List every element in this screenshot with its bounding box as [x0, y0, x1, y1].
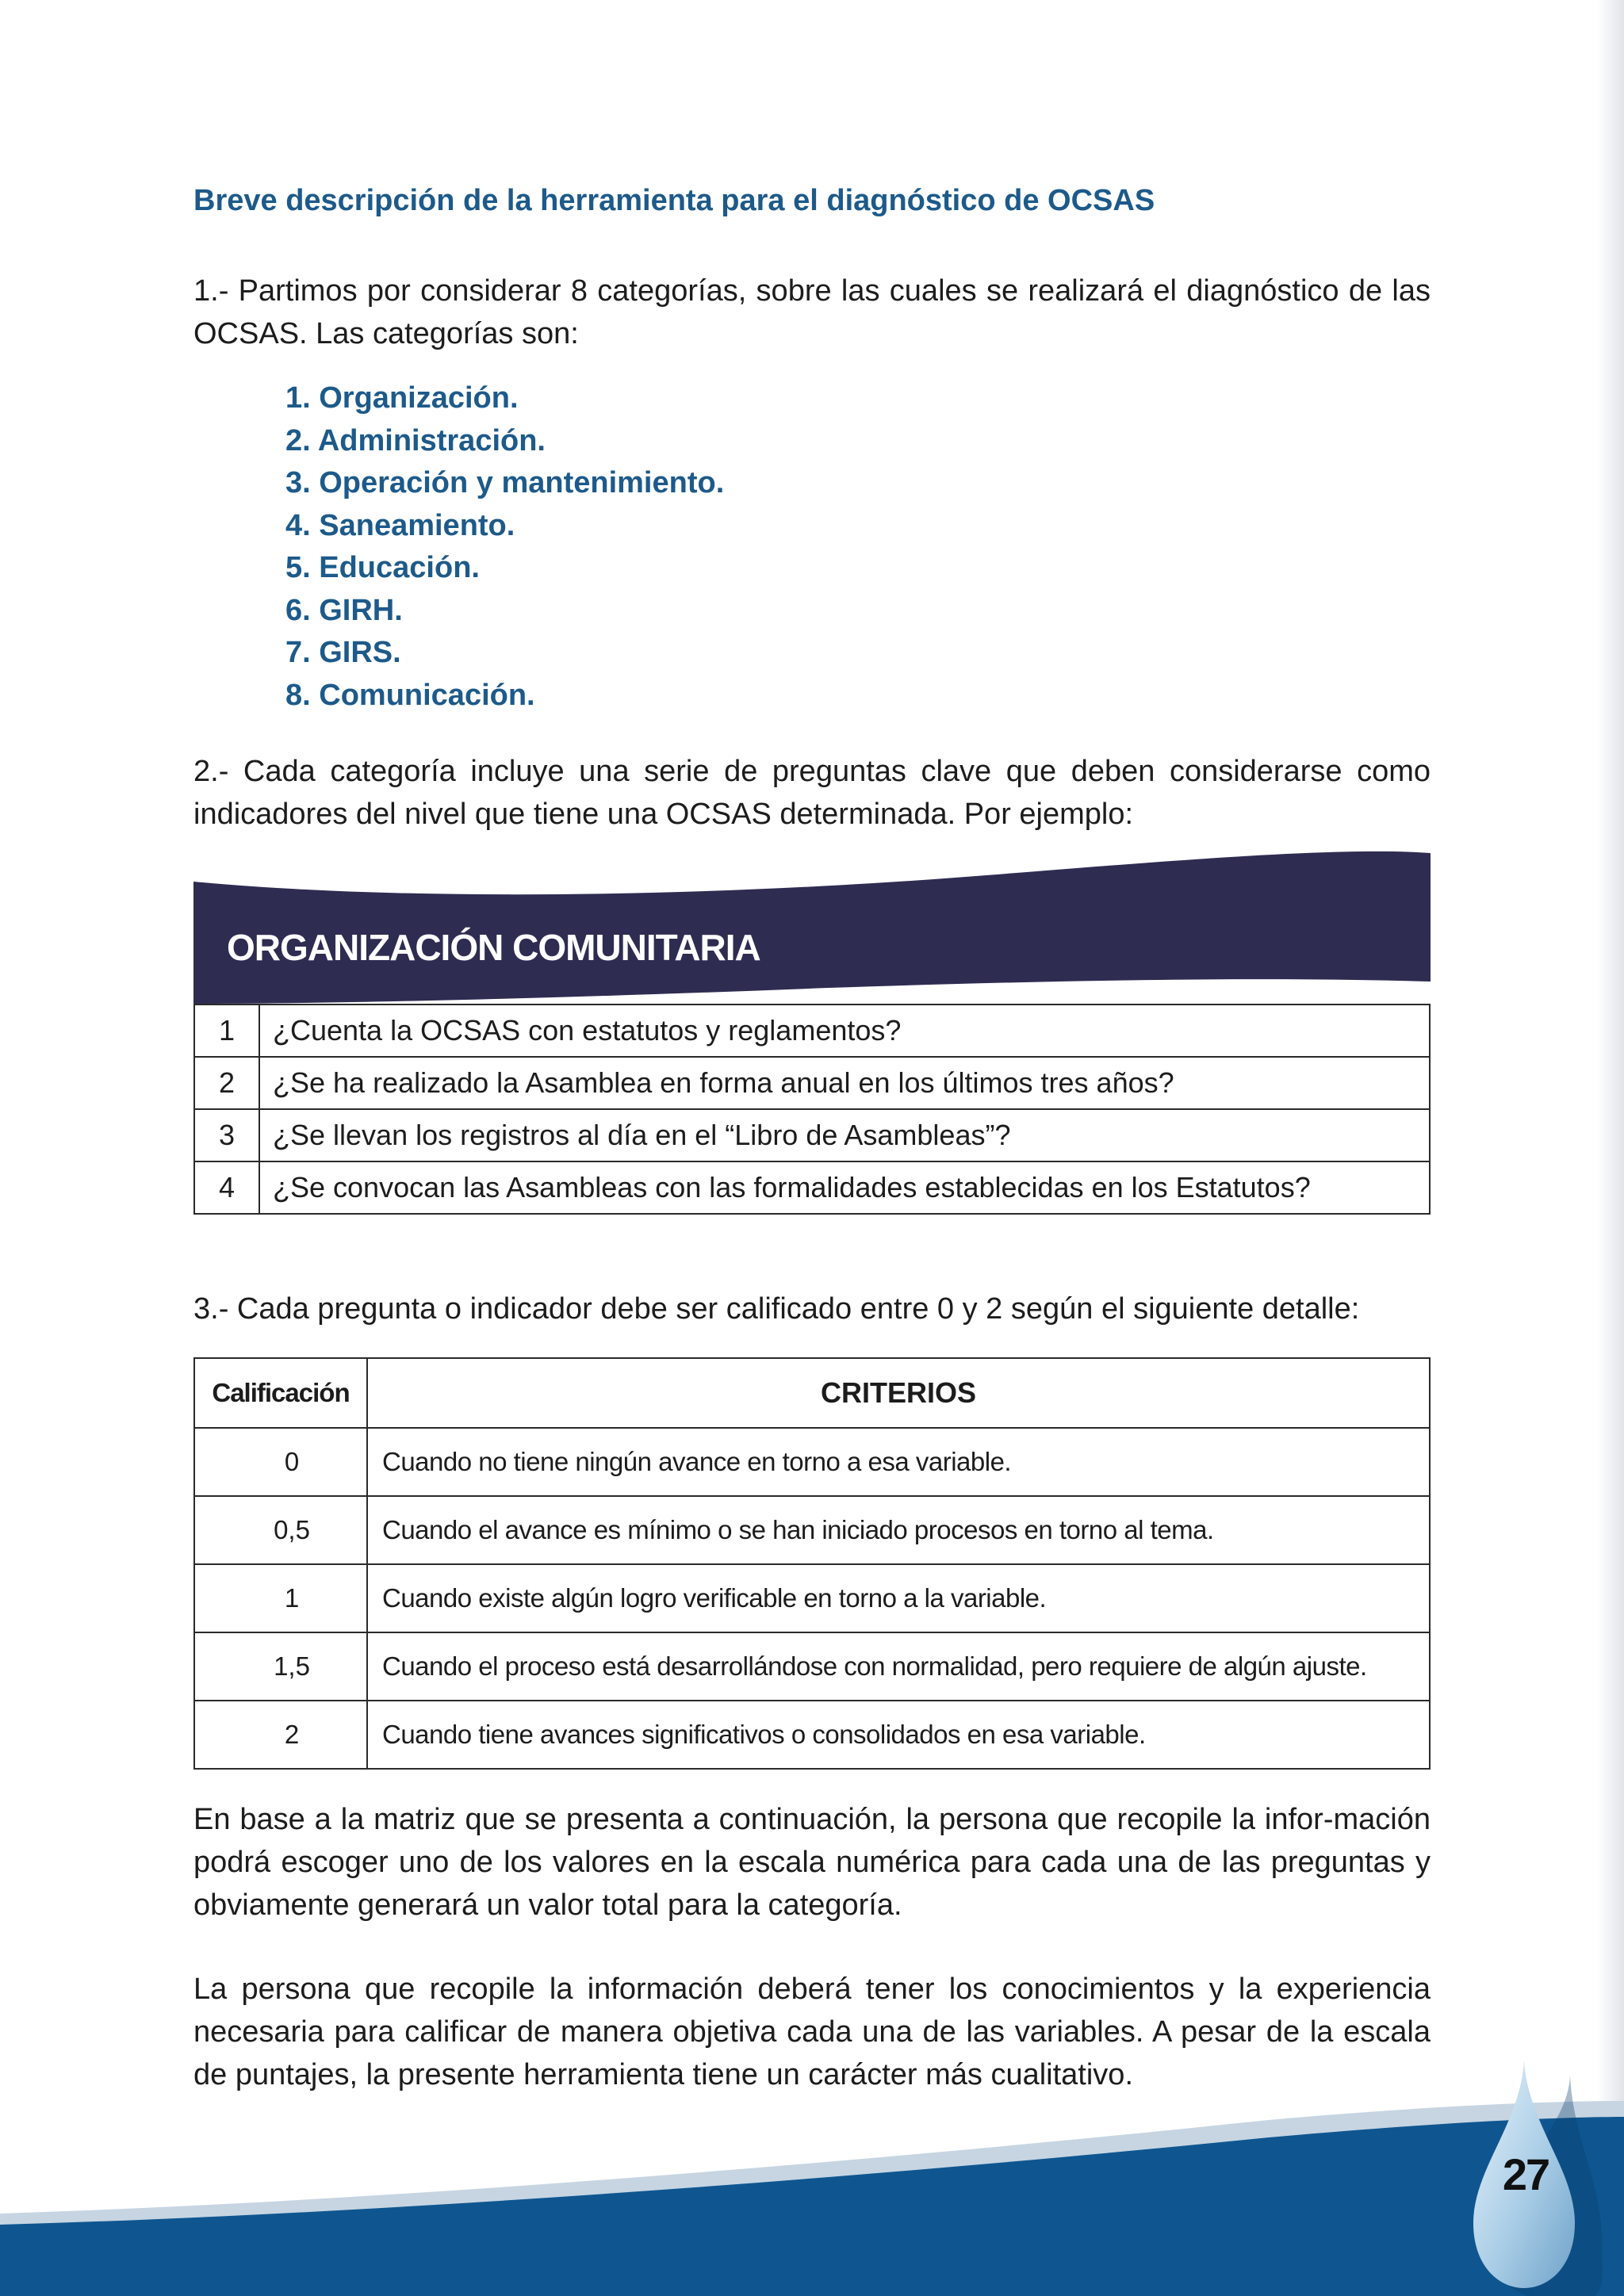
question-text: ¿Se convocan las Asambleas con las formalidades establecidas en los Estatutos? [259, 1161, 1430, 1214]
table-row [194, 1004, 1430, 1057]
table-row [194, 1564, 1430, 1632]
criteria-text: Cuando existe algún logro verificable en torno a la variable. [367, 1564, 1430, 1632]
category-item: 2. Administración. [285, 423, 546, 457]
criteria-table [193, 1357, 1431, 1770]
banner-title: ORGANIZACIÓN COMUNITARIA [227, 927, 760, 968]
category-item: 4. Saneamiento. [285, 508, 515, 542]
paragraph-evaluator-note: La persona que recopile la información deberá tener los conocimientos y la experiencia necesaria para calificar de manera objetiva cada una de las variables. A pesar de la escala de puntajes, la presente herramienta tiene un carácter más cualitativo. [193, 1973, 1431, 2091]
table-row [194, 1161, 1430, 1214]
category-item: 7. GIRS. [285, 636, 401, 669]
table-row [194, 1057, 1430, 1109]
table-header-row [194, 1358, 1430, 1428]
score-value: 1,5 [194, 1632, 367, 1701]
table-row [194, 1428, 1430, 1496]
question-number: 4 [194, 1161, 259, 1214]
section-heading: Breve descripción de la herramienta para el diagnóstico de OCSAS [193, 184, 1155, 217]
category-item: 5. Educación. [285, 551, 480, 584]
criteria-text: Cuando el avance es mínimo o se han iniciado procesos en torno al tema. [367, 1496, 1430, 1564]
paragraph-matrix-explanation: En base a la matriz que se presenta a continuación, la persona que recopile la infor-mación podrá escoger uno de los valores en la escala numérica para cada una de las preguntas y obviamente generará un valor total para la categoría. [193, 1803, 1431, 1922]
question-number: 3 [194, 1109, 259, 1161]
column-header-criteria: CRITERIOS [367, 1358, 1430, 1428]
table-row [194, 1701, 1430, 1769]
question-text: ¿Cuenta la OCSAS con estatutos y reglamentos? [259, 1004, 1430, 1057]
category-item: 3. Operación y mantenimiento. [285, 466, 725, 499]
question-number: 2 [194, 1057, 259, 1109]
footer-wave-shape [0, 2058, 1624, 2296]
questions-table [193, 1004, 1431, 1215]
page-number: 27 [1502, 2149, 1549, 2199]
score-value: 2 [194, 1701, 367, 1769]
category-item: 6. GIRH. [285, 593, 403, 627]
score-value: 0 [194, 1428, 367, 1496]
category-item: 8. Comunicación. [285, 678, 535, 712]
criteria-text: Cuando no tiene ningún avance en torno a esa variable. [367, 1428, 1430, 1496]
table-row [194, 1109, 1430, 1161]
score-value: 0,5 [194, 1496, 367, 1564]
category-item: 1. Organización. [285, 381, 519, 415]
question-text: ¿Se llevan los registros al día en el “Libro de Asambleas”? [259, 1109, 1430, 1161]
category-list [285, 377, 724, 717]
paragraph-questions-intro: 2.- Cada categoría incluye una serie de preguntas clave que deben considerarse como indicadores del nivel que tiene una OCSAS determinada. Por ejemplo: [193, 755, 1431, 831]
page-edge-shadow [1597, 0, 1624, 2141]
category-banner [193, 847, 1431, 1005]
question-text: ¿Se ha realizado la Asamblea en forma anual en los últimos tres años? [259, 1057, 1430, 1109]
paragraph-categories-intro: 1.- Partimos por considerar 8 categorías, sobre las cuales se realizará el diagnóstico de las OCSAS. Las categorías son: [193, 274, 1431, 350]
criteria-text: Cuando tiene avances significativos o consolidados en esa variable. [367, 1701, 1430, 1769]
table-row [194, 1496, 1430, 1564]
table-row [194, 1632, 1430, 1701]
column-header-score: Calificación [194, 1358, 367, 1428]
footer-wave-band [0, 2058, 1624, 2296]
paragraph-scoring-intro: 3.- Cada pregunta o indicador debe ser calificado entre 0 y 2 según el siguiente detalle: [193, 1292, 1360, 1326]
criteria-text: Cuando el proceso está desarrollándose con normalidad, pero requiere de algún ajuste. [367, 1632, 1430, 1701]
score-value: 1 [194, 1564, 367, 1632]
question-number: 1 [194, 1004, 259, 1057]
